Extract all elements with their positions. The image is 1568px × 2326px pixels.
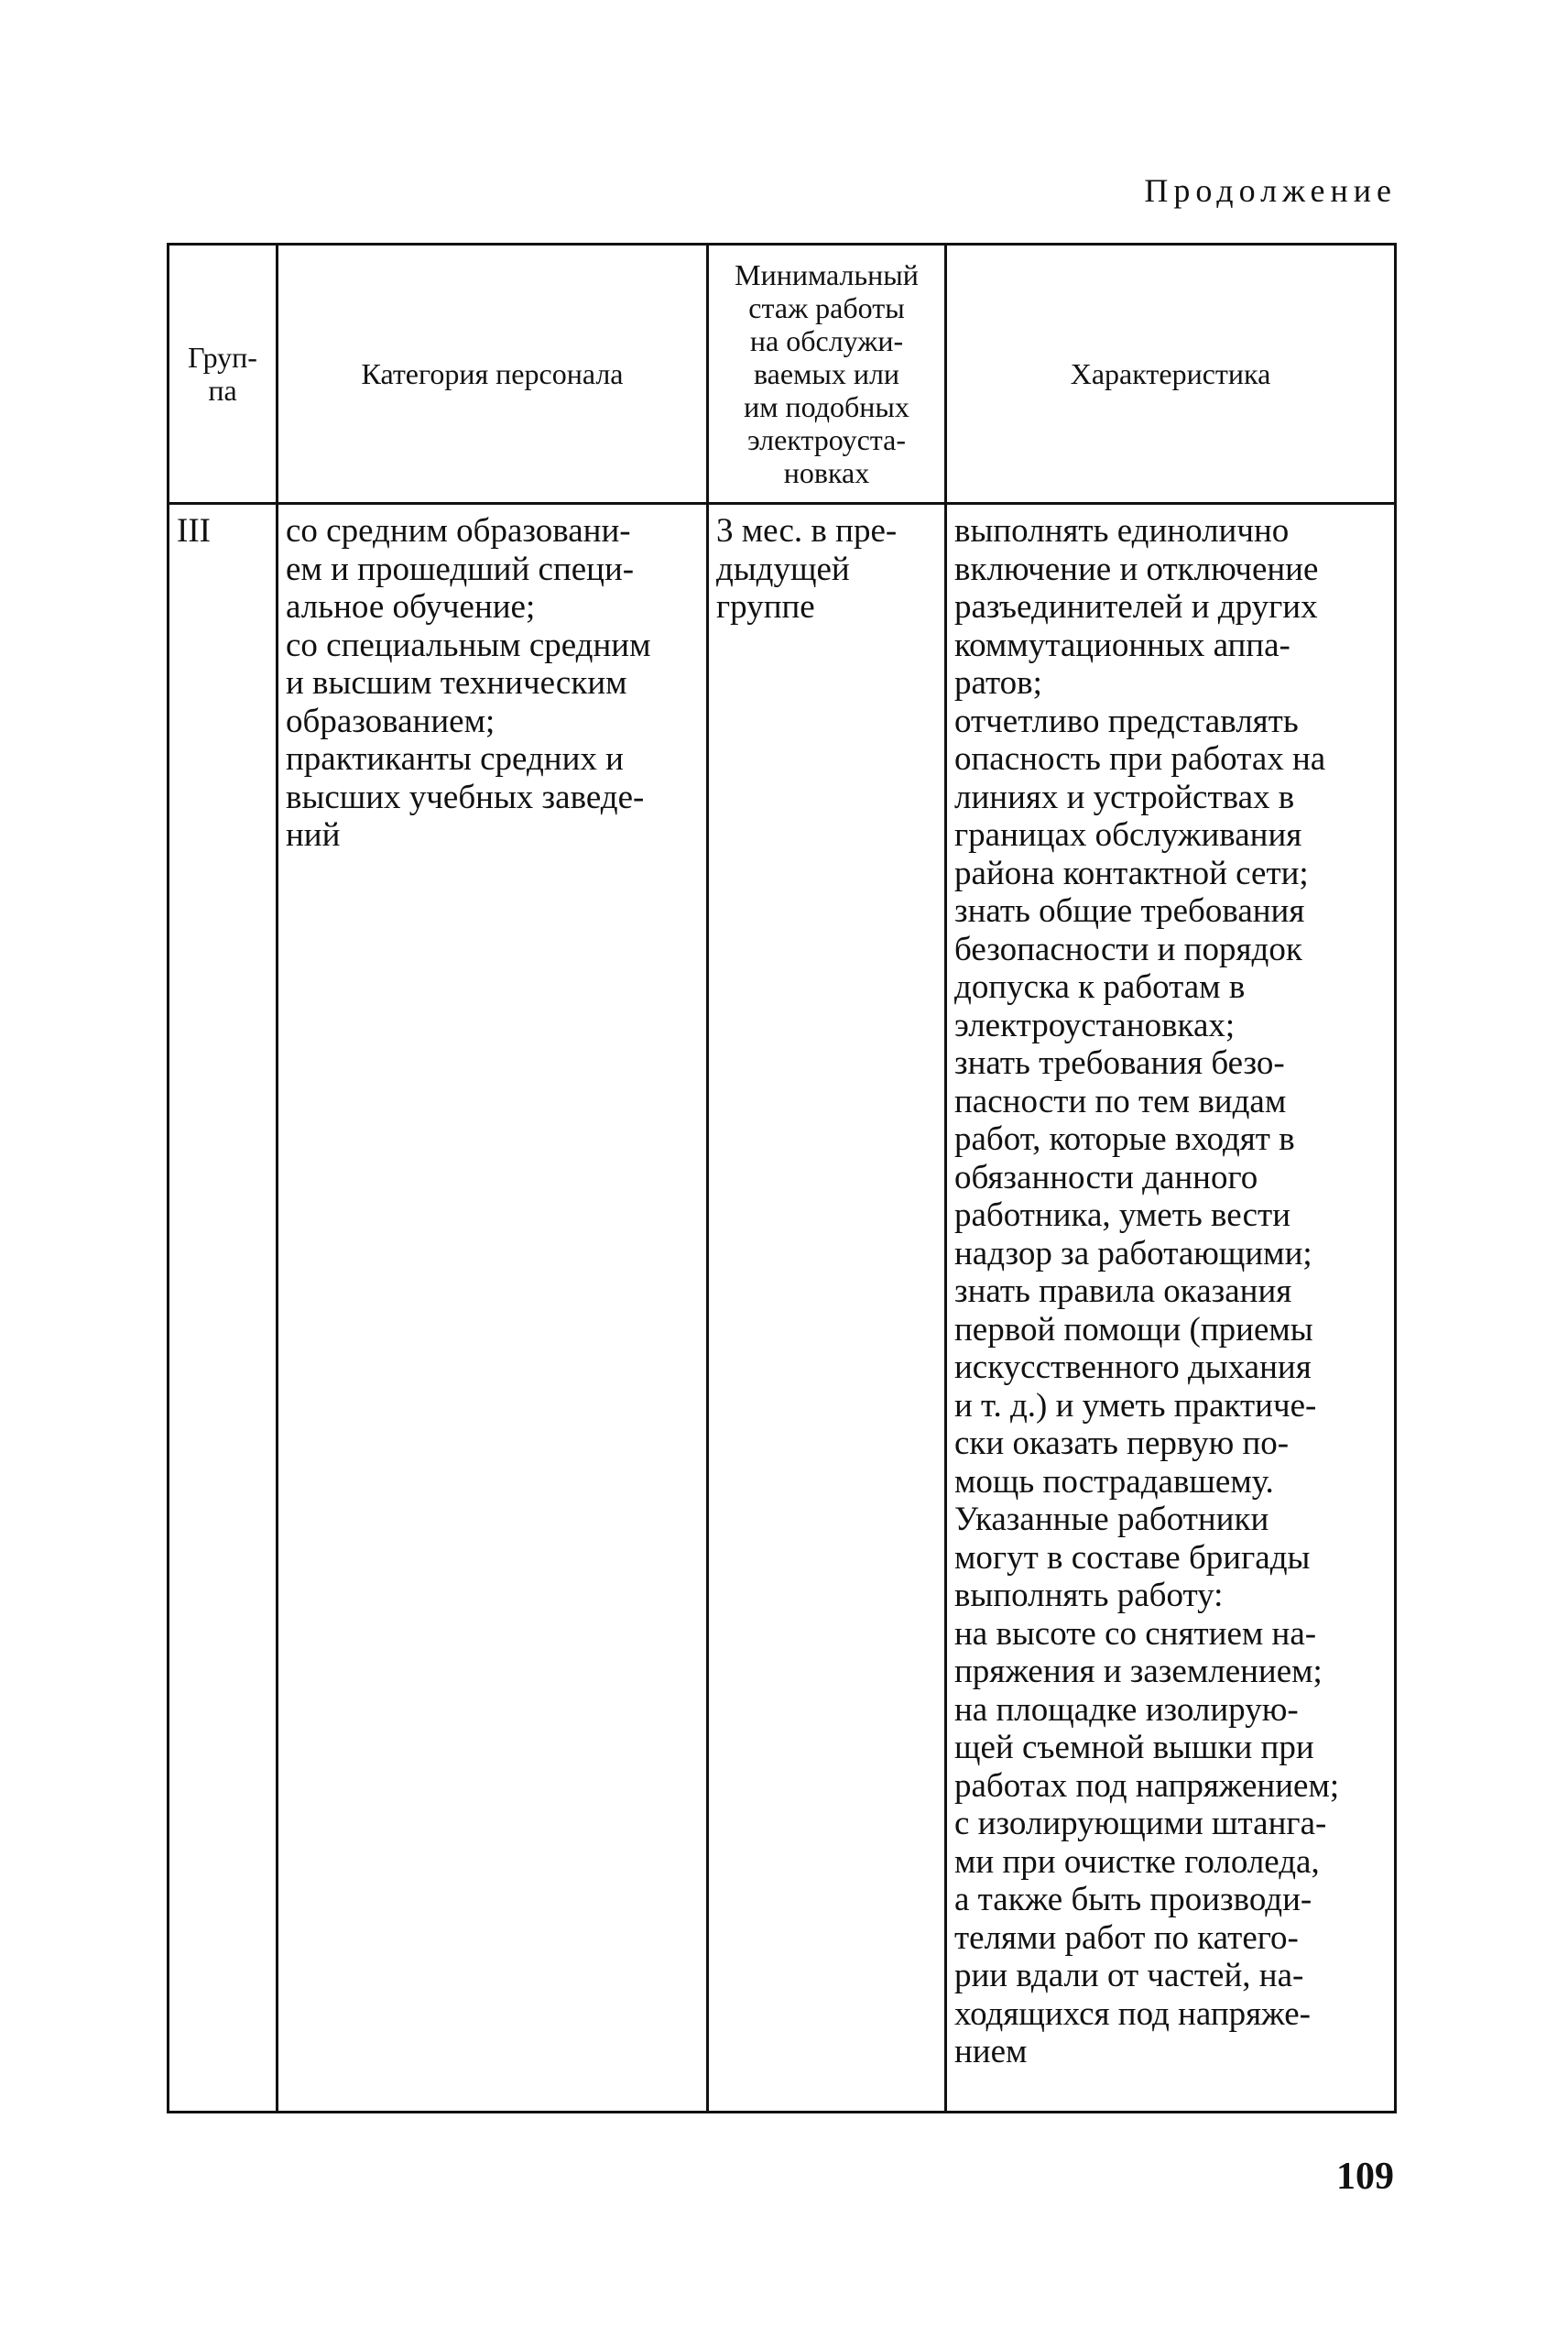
page-number: 109 bbox=[1336, 2156, 1394, 2198]
cell-characteristic: выполнять единолично включение и отключение разъединителей и других коммутационных аппа- ратов; отчетливо представлять опасность при работах на линиях и устройствах в границах обслуживания района контактной сети; знать общие требования безопасности и порядок допуска к работам в электроустановках; знать требования безо- пасности по тем видам работ, которые входят в обязанности данного работника, уметь вести надзор за работающими; знать правила оказания первой помощи (приемы искусственного дыхания и т. д.) и уметь практиче- ски оказать первую по- мощь пострадавшему. Указанные работники могут в составе бригады выполнять работу: на высоте со снятием на- пряжения и заземлением; на площадке изолирую- щей съемной вышки при работах под напряжением; с изолирующими штанга- ми при очистке гололеда, а также быть производи- телями работ по катего- рии вдали от частей, на- ходящихся под напряже- нием bbox=[946, 504, 1396, 2113]
header-min-experience: Минимальный стаж работы на обслужи- ваемых или им подобных электроуста- новках bbox=[708, 245, 946, 504]
header-group: Груп- па bbox=[169, 245, 278, 504]
header-characteristic: Характеристика bbox=[946, 245, 1396, 504]
table-header-row bbox=[169, 245, 1396, 504]
header-category: Категория персонала bbox=[278, 245, 708, 504]
cell-group: III bbox=[169, 504, 278, 2113]
cell-min-experience: 3 мес. в пре- дыдущей группе bbox=[708, 504, 946, 2113]
cell-category: со средним образовани- ем и прошедший специ- альное обучение; со специальным средним и высшим техническим образованием; практиканты средних и высших учебных заведе- ний bbox=[278, 504, 708, 2113]
continuation-label: Продолжение bbox=[1144, 172, 1397, 209]
personnel-group-table bbox=[167, 243, 1397, 2113]
table-row bbox=[169, 504, 1396, 2113]
